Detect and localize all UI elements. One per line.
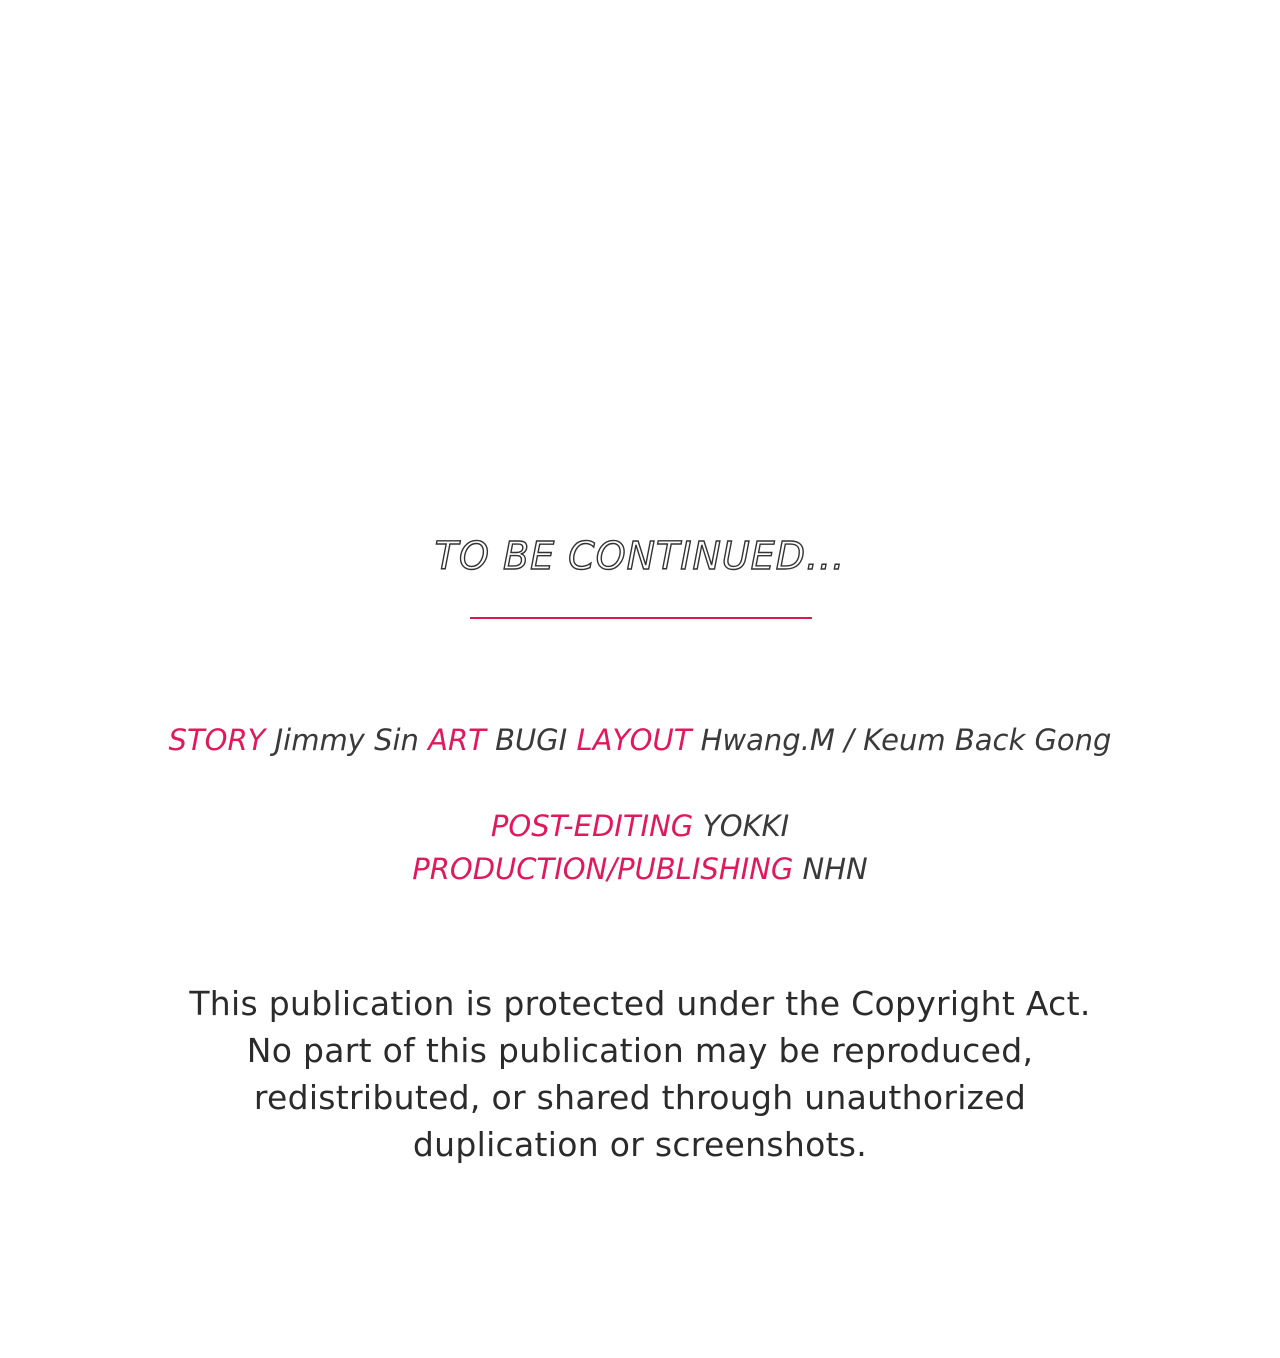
- copyright-line: duplication or screenshots.: [412, 1125, 868, 1164]
- post-editing-label: POST-EDITING: [490, 809, 694, 843]
- copyright-line: This publication is protected under the Copyright Act.: [189, 984, 1091, 1023]
- layout-value: Hwang.M / Keum Back Gong: [700, 723, 1112, 757]
- layout-label: LAYOUT: [576, 723, 692, 757]
- to-be-continued-heading: TO BE CONTINUED...: [434, 534, 846, 578]
- art-label: ART: [428, 723, 486, 757]
- art-value: BUGI: [495, 723, 568, 757]
- credits-line-post-editing: [0, 805, 1280, 847]
- post-editing-value: YOKKI: [702, 809, 790, 843]
- production-value: NHN: [802, 852, 868, 886]
- production-label: PRODUCTION/PUBLISHING: [412, 852, 794, 886]
- story-label: STORY: [168, 723, 266, 757]
- heading-divider: [470, 617, 812, 619]
- credits-line-production: [0, 848, 1280, 890]
- credits-line-main: [0, 719, 1280, 761]
- copyright-line: No part of this publication may be reproduced,: [246, 1031, 1034, 1070]
- story-value: Jimmy Sin: [274, 723, 419, 757]
- copyright-notice: [0, 980, 1280, 1168]
- copyright-line: redistributed, or shared through unauthorized: [253, 1078, 1027, 1117]
